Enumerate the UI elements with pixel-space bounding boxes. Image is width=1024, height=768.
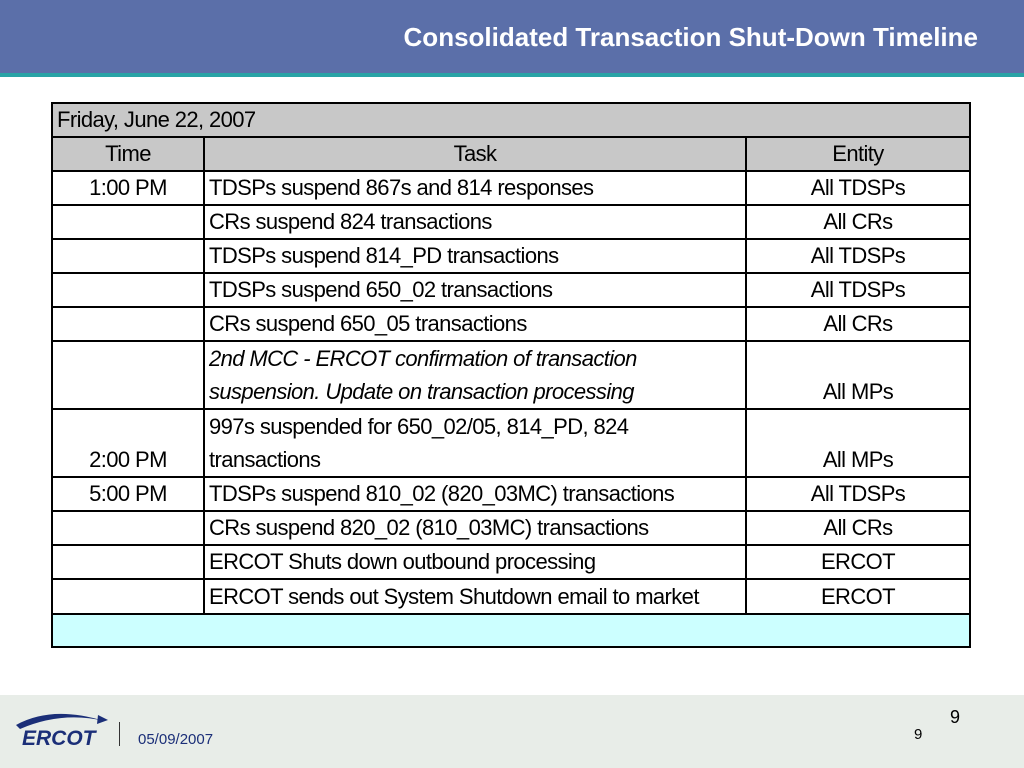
- row-task-line: transactions: [209, 447, 321, 472]
- row-time: 5:00 PM: [52, 477, 204, 511]
- row-task: CRs suspend 650_05 transactions: [204, 307, 746, 341]
- row-time: [52, 545, 204, 579]
- row-task: [204, 409, 746, 477]
- table-row: [52, 545, 970, 579]
- row-time: [52, 307, 204, 341]
- slide-header: [0, 0, 1024, 77]
- table-row: [52, 239, 970, 273]
- row-task: CRs suspend 820_02 (810_03MC) transactions: [204, 511, 746, 545]
- table-row: [52, 307, 970, 341]
- table-row: [52, 205, 970, 239]
- row-task-line: suspension. Update on transaction processing: [209, 379, 634, 404]
- logo-text: ERCOT: [22, 727, 96, 750]
- row-entity: All MPs: [746, 341, 970, 409]
- page-number-small: 9: [914, 726, 923, 743]
- day-header-row: [52, 103, 970, 137]
- table-row: [52, 511, 970, 545]
- column-header-task: Task: [204, 137, 746, 171]
- footer-separator: [119, 722, 120, 746]
- row-time: [52, 579, 204, 614]
- day-header: Friday, June 22, 2007: [52, 103, 970, 137]
- row-task: TDSPs suspend 810_02 (820_03MC) transactions: [204, 477, 746, 511]
- row-entity: All CRs: [746, 307, 970, 341]
- row-task: TDSPs suspend 867s and 814 responses: [204, 171, 746, 205]
- column-header-row: [52, 137, 970, 171]
- row-task-line: 997s suspended for 650_02/05, 814_PD, 824: [209, 414, 629, 439]
- row-time: 1:00 PM: [52, 171, 204, 205]
- column-header-time: Time: [52, 137, 204, 171]
- row-time: [52, 239, 204, 273]
- row-time: [52, 341, 204, 409]
- slide-title: Consolidated Transaction Shut-Down Timeline: [403, 22, 978, 52]
- row-entity: All TDSPs: [746, 239, 970, 273]
- row-task: [204, 341, 746, 409]
- table-row: [52, 579, 970, 614]
- row-time: [52, 205, 204, 239]
- page-number: 9: [950, 707, 961, 727]
- row-time: 2:00 PM: [52, 409, 204, 477]
- footer-date: 05/09/2007: [138, 731, 214, 748]
- table-row: [52, 409, 970, 477]
- row-task: ERCOT Shuts down outbound processing: [204, 545, 746, 579]
- row-task: TDSPs suspend 650_02 transactions: [204, 273, 746, 307]
- row-time: [52, 273, 204, 307]
- row-entity: ERCOT: [746, 545, 970, 579]
- row-entity: All TDSPs: [746, 273, 970, 307]
- table-row: [52, 477, 970, 511]
- table-row: [52, 171, 970, 205]
- column-header-entity: Entity: [746, 137, 970, 171]
- table-row: [52, 273, 970, 307]
- row-entity: All CRs: [746, 205, 970, 239]
- row-time: [52, 511, 204, 545]
- row-task: CRs suspend 824 transactions: [204, 205, 746, 239]
- row-task-line: 2nd MCC - ERCOT confirmation of transaction: [209, 346, 637, 371]
- row-entity: All TDSPs: [746, 477, 970, 511]
- row-entity: ERCOT: [746, 579, 970, 614]
- row-task: TDSPs suspend 814_PD transactions: [204, 239, 746, 273]
- timeline-table: [51, 102, 971, 648]
- table-row: [52, 341, 970, 409]
- row-entity: All MPs: [746, 409, 970, 477]
- ercot-logo: [12, 707, 112, 756]
- row-entity: All TDSPs: [746, 171, 970, 205]
- ercot-logo-icon: [12, 707, 112, 751]
- row-entity: All CRs: [746, 511, 970, 545]
- empty-final-row: [52, 614, 970, 647]
- row-task: ERCOT sends out System Shutdown email to market: [204, 579, 746, 614]
- empty-final-cell: [52, 614, 970, 647]
